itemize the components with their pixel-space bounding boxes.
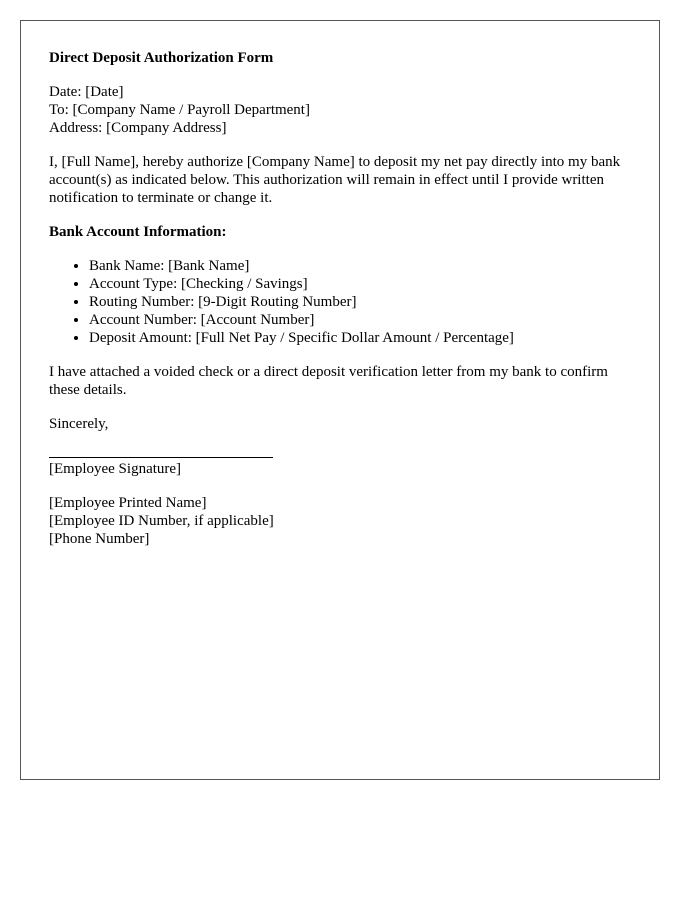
closing-text: Sincerely, <box>49 416 109 432</box>
bank-section-heading: Bank Account Information: <box>49 224 227 240</box>
account-number-item: • Account Number: [Account Number] <box>89 311 631 329</box>
account-type-item: • Account Type: [Checking / Savings] <box>89 275 631 293</box>
employee-id-number: [Employee ID Number, if applicable] <box>49 513 274 529</box>
routing-number-item: • Routing Number: [9-Digit Routing Number] <box>89 293 631 311</box>
signature-label: [Employee Signature] <box>49 461 182 477</box>
attachment-paragraph: I have attached a voided check or a direct deposit verification letter from my bank to confirm these details. <box>49 364 608 398</box>
address-line: Address: [Company Address] <box>49 120 227 136</box>
form-title: Direct Deposit Authorization Form <box>49 50 274 66</box>
deposit-amount-item: • Deposit Amount: [Full Net Pay / Specific Dollar Amount / Percentage] <box>89 329 631 347</box>
employee-details <box>49 494 631 548</box>
signature-line <box>49 457 273 458</box>
date-line: Date: [Date] <box>49 84 124 100</box>
employee-phone-number: [Phone Number] <box>49 531 150 547</box>
form-page <box>20 20 660 780</box>
header-block <box>49 83 631 137</box>
recipient-line: To: [Company Name / Payroll Department] <box>49 102 310 118</box>
employee-printed-name: [Employee Printed Name] <box>49 495 207 511</box>
bank-account-list <box>49 257 631 347</box>
authorization-paragraph: I, [Full Name], hereby authorize [Company Name] to deposit my net pay directly into my bank account(s) as indicated below. This authorization will remain in effect until I provide written notification to terminate or change it. <box>49 154 621 206</box>
bank-name-item: • Bank Name: [Bank Name] <box>89 257 631 275</box>
